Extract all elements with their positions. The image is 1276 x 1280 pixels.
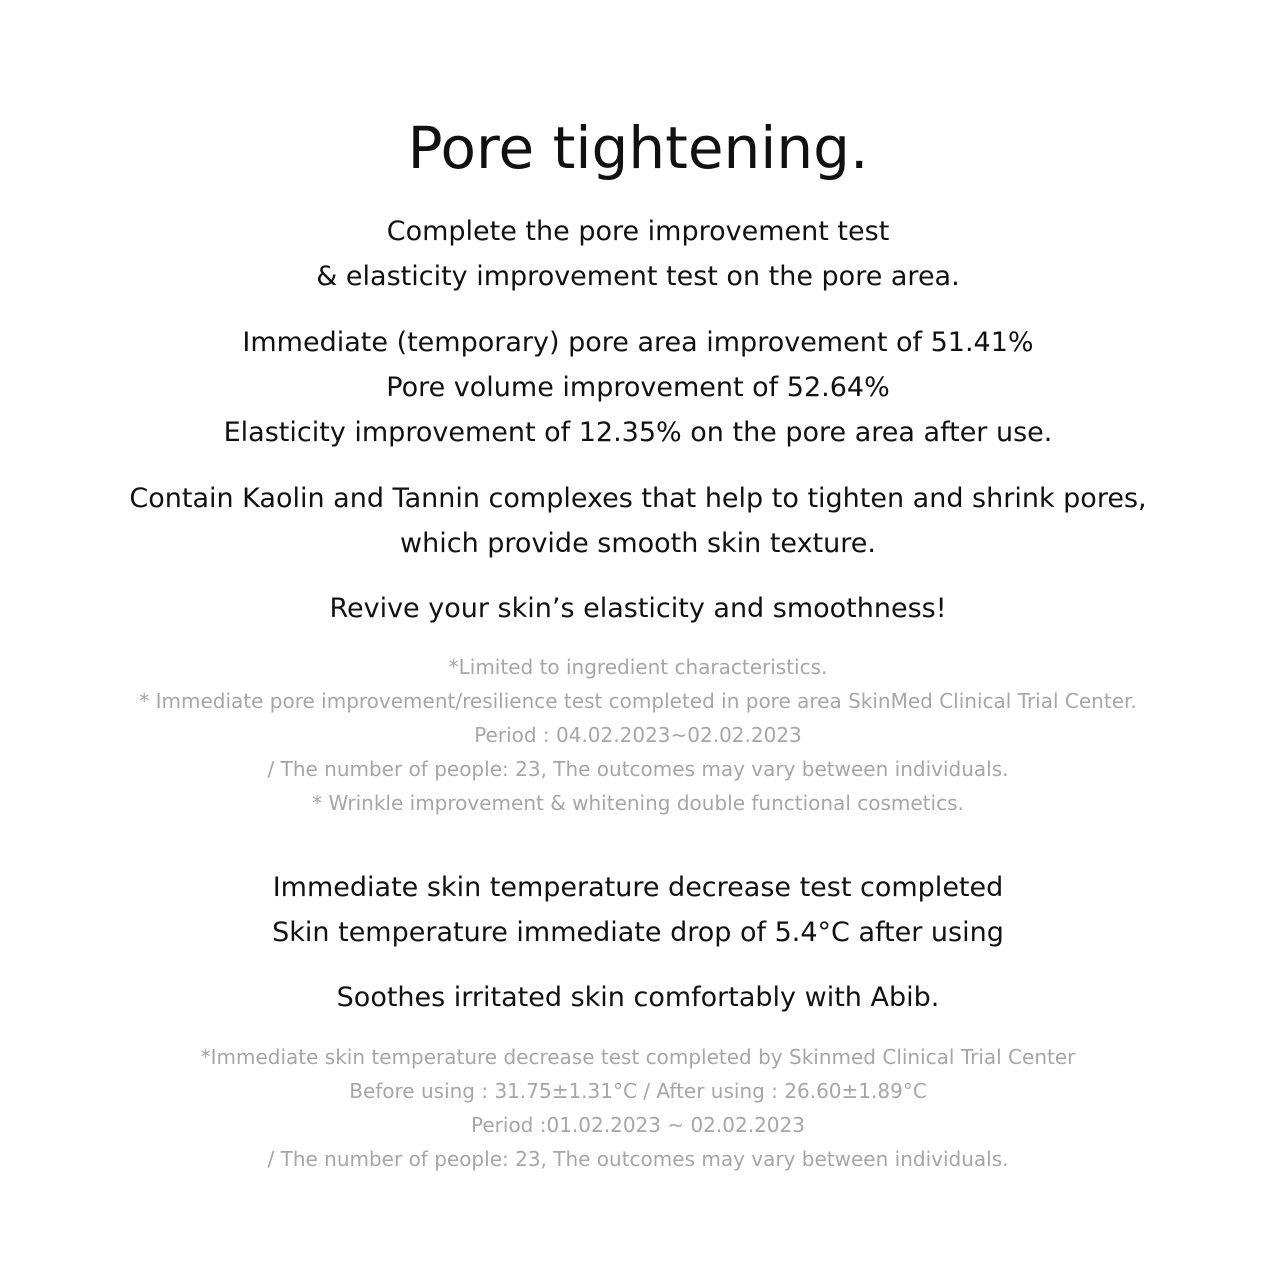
- test-intro: [0, 209, 1276, 299]
- soothing-tagline-text: Soothes irritated skin comfortably with Abib.: [336, 982, 940, 1013]
- pore-results: [0, 320, 1276, 455]
- footnote-line: * Wrinkle improvement & whitening double functional cosmetics.: [312, 791, 964, 815]
- temperature-test-footnotes: [0, 1040, 1276, 1176]
- footnote-line: * Immediate pore improvement/resilience test completed in pore area SkinMed Clinical Trial Center.: [139, 689, 1137, 713]
- soothing-tagline: [0, 975, 1276, 1020]
- test-intro-line: & elasticity improvement test on the pore area.: [316, 261, 960, 292]
- ingredients-description: [0, 476, 1276, 566]
- footnote-line: Period : 04.02.2023~02.02.2023: [474, 723, 802, 747]
- footnote-line: *Immediate skin temperature decrease test completed by Skinmed Clinical Trial Center: [200, 1045, 1076, 1069]
- ingredients-line: Contain Kaolin and Tannin complexes that help to tighten and shrink pores,: [129, 483, 1147, 514]
- pore-result-line: Elasticity improvement of 12.35% on the pore area after use.: [223, 417, 1053, 448]
- elasticity-tagline-text: Revive your skin’s elasticity and smoothness!: [329, 593, 947, 624]
- ingredients-line: which provide smooth skin texture.: [400, 528, 876, 559]
- elasticity-tagline: [0, 586, 1276, 631]
- pore-result-line: Pore volume improvement of 52.64%: [386, 372, 890, 403]
- footnote-line: Period :01.02.2023 ~ 02.02.2023: [471, 1113, 805, 1137]
- footnote-line: Before using : 31.75±1.31°C / After using : 26.60±1.89°C: [349, 1079, 927, 1103]
- footnote-line: / The number of people: 23, The outcomes may vary between individuals.: [267, 757, 1009, 781]
- footnote-line: *Limited to ingredient characteristics.: [448, 655, 828, 679]
- temperature-results: [0, 865, 1276, 955]
- pore-result-line: Immediate (temporary) pore area improvement of 51.41%: [242, 327, 1034, 358]
- test-intro-line: Complete the pore improvement test: [386, 216, 890, 247]
- temperature-result-line: Skin temperature immediate drop of 5.4°C after using: [272, 917, 1004, 948]
- temperature-result-line: Immediate skin temperature decrease test completed: [272, 872, 1004, 903]
- pore-test-footnotes: [0, 650, 1276, 820]
- footnote-line: / The number of people: 23, The outcomes may vary between individuals.: [267, 1147, 1009, 1171]
- page-title: Pore tightening.: [407, 114, 869, 182]
